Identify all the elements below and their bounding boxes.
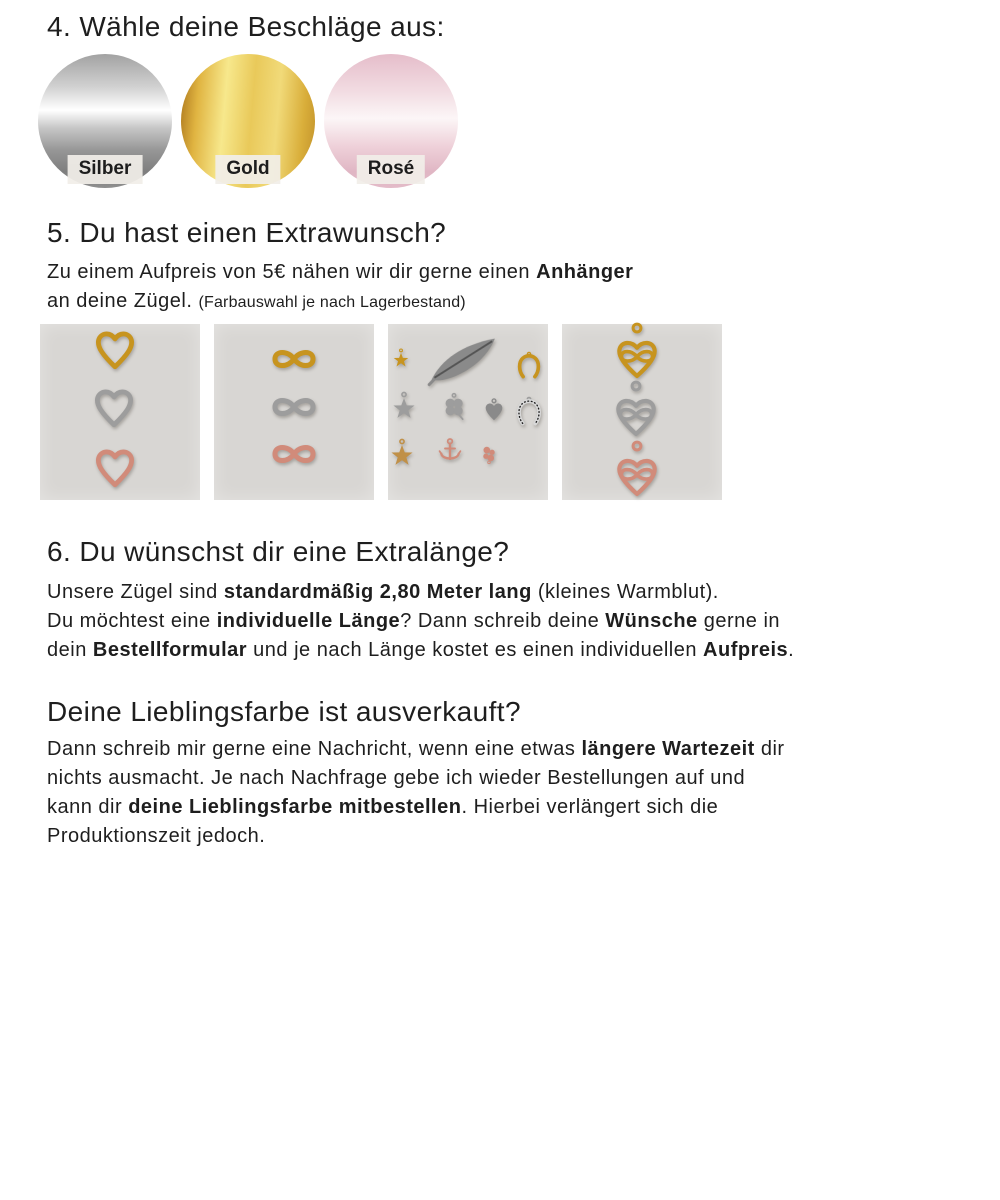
text-span: (kleines Warmblut).: [531, 581, 719, 603]
bold-text: deine Lieblingsfarbe mitbestellen: [128, 796, 462, 818]
charm-star-bronze: [386, 438, 418, 470]
charm-photo-hearts: [40, 324, 200, 500]
charm-heart-f-steel: [480, 397, 507, 424]
text-span: .: [788, 639, 795, 661]
text-line: [47, 764, 1000, 793]
bold-text: längere Wartezeit: [581, 738, 755, 760]
text-line: [47, 793, 1000, 822]
text-line: [47, 636, 1000, 665]
color-swatch-row: [38, 54, 458, 188]
charm-heart-o-gold: [91, 325, 139, 373]
bold-text: Aufpreis: [703, 639, 789, 661]
charm-knot-rose: [607, 440, 667, 500]
text-line: [47, 287, 1000, 316]
bold-text: Wünsche: [605, 610, 698, 632]
text-span: . Hierbei verlängert sich die: [461, 796, 719, 818]
bold-text: Bestellformular: [92, 639, 248, 661]
charm-clover-silver: [439, 392, 468, 421]
section-heading-extralaenge: 6. Du wünschst dir eine Extralänge?: [47, 536, 510, 567]
swatch-circle-gold: [181, 54, 315, 188]
text-span: Produktionszeit jedoch.: [47, 825, 266, 847]
text-span: (Farbauswahl je nach Lagerbestand): [198, 294, 466, 311]
bold-text: Anhänger: [536, 261, 634, 283]
text-span: ? Dann schreib deine: [400, 610, 606, 632]
text-span: dein: [47, 639, 93, 661]
charm-photo-infinity: [214, 324, 374, 500]
text-span: Dann schreib mir gerne eine Nachricht, wenn eine etwas: [47, 738, 582, 760]
charm-photo-mixed: [388, 324, 548, 500]
bold-text: standardmäßig 2,80 Meter lang: [223, 581, 532, 603]
section-heading-lieblingsfarbe: Deine Lieblingsfarbe ist ausverkauft?: [47, 696, 521, 727]
text-line: [47, 822, 1000, 851]
paragraph-extrawunsch: [47, 258, 1000, 316]
charm-knot-silver: [606, 380, 666, 440]
text-span: kann dir: [47, 796, 129, 818]
text-span: Unsere Zügel sind: [47, 581, 224, 603]
charm-anchor-rose: [436, 438, 465, 467]
charm-horseshoe-gold: [515, 352, 543, 380]
text-line: [47, 578, 1000, 607]
charm-infinity-rose: [266, 426, 322, 482]
charm-photo-knots: [562, 324, 722, 500]
text-span: gerne in: [697, 610, 781, 632]
swatch-circle-rose: [324, 54, 458, 188]
swatch-label-rose: Rosé: [357, 155, 425, 184]
paragraph-extralaenge: [47, 578, 1000, 665]
text-span: nichts ausmacht. Je nach Nachfrage gebe ich wieder Bestellungen auf und: [47, 767, 746, 789]
paragraph-lieblingsfarbe: [47, 735, 1000, 851]
charm-cluster-rose: [478, 443, 500, 465]
swatch-label-gold: Gold: [215, 155, 280, 184]
text-line: [47, 735, 1000, 764]
swatch-label-silver: Silber: [68, 155, 143, 184]
text-span: Du möchtest eine: [47, 610, 217, 632]
text-span: Zu einem Aufpreis von 5€ nähen wir dir gerne einen: [47, 261, 537, 283]
bold-text: individuelle Länge: [216, 610, 401, 632]
section-heading-beschlaege: 4. Wähle deine Beschläge aus:: [47, 11, 445, 42]
swatch-circle-silver: [38, 54, 172, 188]
text-span: und je nach Länge kostet es einen individuellen: [247, 639, 704, 661]
text-line: [47, 607, 1000, 636]
charm-photo-row: [40, 324, 1000, 500]
charm-heart-o-rose: [91, 443, 139, 491]
charm-heart-o-silver: [90, 383, 138, 431]
charm-star-gold: [390, 348, 412, 370]
charm-knot-gold: [607, 322, 667, 382]
text-span: an deine Zügel.: [47, 290, 199, 312]
charm-horseshoe-dotted-silver: [514, 397, 544, 427]
section-heading-extrawunsch: 5. Du hast einen Extrawunsch?: [47, 217, 447, 248]
text-span: dir: [754, 738, 785, 760]
charm-star-silver: [388, 391, 420, 423]
text-line: [47, 258, 1000, 287]
